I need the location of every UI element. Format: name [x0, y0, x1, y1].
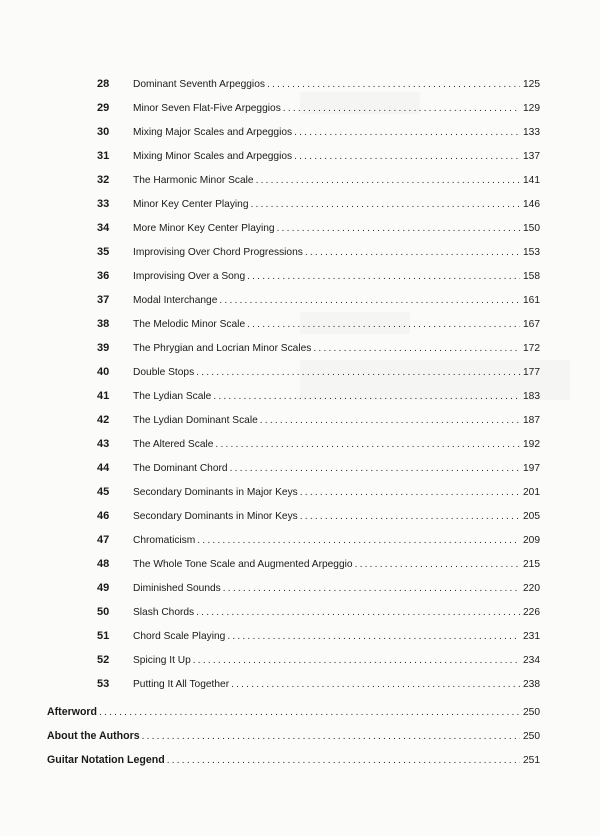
page-number: 226	[523, 607, 540, 618]
chapter-title: The Dominant Chord	[133, 463, 228, 474]
chapter-number: 31	[97, 150, 110, 162]
dot-leader	[283, 103, 520, 114]
toc-entry[interactable]	[95, 678, 540, 696]
dot-leader	[247, 271, 520, 282]
dot-leader	[251, 199, 520, 210]
chapter-title: More Minor Key Center Playing	[133, 223, 275, 234]
chapter-number: 52	[97, 654, 110, 666]
toc-entry[interactable]	[95, 246, 540, 264]
dot-leader	[231, 679, 520, 690]
toc-entry[interactable]	[95, 534, 540, 552]
chapter-number: 28	[97, 78, 110, 90]
chapter-title: Mixing Major Scales and Arpeggios	[133, 127, 293, 138]
toc-entry-afterword[interactable]	[47, 706, 540, 724]
page-number: 183	[523, 391, 540, 402]
dot-leader	[219, 295, 520, 306]
dot-leader	[230, 463, 520, 474]
chapter-title: Improvising Over a Song	[133, 271, 246, 282]
page-number: 215	[523, 559, 540, 570]
section-title: Afterword	[47, 706, 98, 718]
dot-leader	[313, 343, 520, 354]
toc-entry[interactable]	[95, 294, 540, 312]
page-number: 150	[523, 223, 540, 234]
page-number: 158	[523, 271, 540, 282]
chapter-number: 46	[97, 510, 110, 522]
chapter-number: 36	[97, 270, 110, 282]
dot-leader	[213, 391, 520, 402]
page-number: 209	[523, 535, 540, 546]
page-number: 234	[523, 655, 540, 666]
chapter-title: The Whole Tone Scale and Augmented Arpeggio	[133, 559, 353, 570]
dot-leader	[294, 127, 520, 138]
dot-leader	[260, 415, 520, 426]
toc-entry[interactable]	[95, 102, 540, 120]
chapter-number: 48	[97, 558, 110, 570]
page-number: 250	[523, 731, 540, 742]
dot-leader	[300, 511, 520, 522]
dot-leader	[193, 655, 520, 666]
page-number: 137	[523, 151, 540, 162]
dot-leader	[294, 151, 520, 162]
chapter-number: 41	[97, 390, 110, 402]
chapter-number: 50	[97, 606, 110, 618]
dot-leader	[142, 731, 520, 742]
chapter-number: 45	[97, 486, 110, 498]
dot-leader	[99, 707, 520, 718]
page-number: 153	[523, 247, 540, 258]
chapter-title: Slash Chords	[133, 607, 195, 618]
chapter-title: Secondary Dominants in Minor Keys	[133, 511, 298, 522]
toc-entry[interactable]	[95, 486, 540, 504]
chapter-title: Improvising Over Chord Progressions	[133, 247, 303, 258]
page-number: 201	[523, 487, 540, 498]
chapter-title: Mixing Minor Scales and Arpeggios	[133, 151, 293, 162]
chapter-title: The Lydian Dominant Scale	[133, 415, 258, 426]
page-number: 172	[523, 343, 540, 354]
chapter-title: The Harmonic Minor Scale	[133, 175, 254, 186]
dot-leader	[355, 559, 520, 570]
chapter-title: The Phrygian and Locrian Minor Scales	[133, 343, 312, 354]
toc-entry[interactable]	[95, 654, 540, 672]
dot-leader	[223, 583, 520, 594]
chapter-number: 43	[97, 438, 110, 450]
chapter-title: Secondary Dominants in Major Keys	[133, 487, 298, 498]
page-number: 125	[523, 79, 540, 90]
dot-leader	[277, 223, 520, 234]
dot-leader	[247, 319, 520, 330]
toc-entry[interactable]	[95, 630, 540, 648]
chapter-number: 37	[97, 294, 110, 306]
toc-entry[interactable]	[95, 222, 540, 240]
chapter-title: Modal Interchange	[133, 295, 218, 306]
page-number: 251	[523, 755, 540, 766]
toc-entry[interactable]	[95, 78, 540, 96]
chapter-number: 30	[97, 126, 110, 138]
chapter-number: 51	[97, 630, 110, 642]
chapter-number: 40	[97, 366, 110, 378]
toc-entry[interactable]	[95, 174, 540, 192]
toc-entry-about-the-authors[interactable]	[47, 730, 540, 748]
dot-leader	[215, 439, 520, 450]
toc-entry[interactable]	[95, 198, 540, 216]
toc-entry[interactable]	[95, 390, 540, 408]
chapter-number: 47	[97, 534, 110, 546]
chapter-number: 29	[97, 102, 110, 114]
page-number: 220	[523, 583, 540, 594]
chapter-number: 33	[97, 198, 110, 210]
toc-entry-guitar-notation-legend[interactable]	[47, 754, 540, 772]
chapter-title: The Altered Scale	[133, 439, 214, 450]
chapter-number: 38	[97, 318, 110, 330]
chapter-title: Double Stops	[133, 367, 195, 378]
section-title: Guitar Notation Legend	[47, 754, 165, 766]
toc-entry[interactable]	[95, 366, 540, 384]
page-number: 177	[523, 367, 540, 378]
chapter-number: 53	[97, 678, 110, 690]
page-number: 205	[523, 511, 540, 522]
chapter-title: Chromaticism	[133, 535, 196, 546]
page-number: 129	[523, 103, 540, 114]
chapter-title: The Lydian Scale	[133, 391, 212, 402]
chapter-number: 42	[97, 414, 110, 426]
dot-leader	[227, 631, 520, 642]
toc-entry[interactable]	[95, 462, 540, 480]
toc-entry[interactable]	[95, 270, 540, 288]
chapter-title: Diminished Sounds	[133, 583, 221, 594]
chapter-title: Dominant Seventh Arpeggios	[133, 79, 265, 90]
dot-leader	[196, 607, 520, 618]
chapter-title: The Melodic Minor Scale	[133, 319, 246, 330]
toc-entry[interactable]	[95, 438, 540, 456]
toc-entry[interactable]	[95, 582, 540, 600]
chapter-number: 44	[97, 462, 110, 474]
page-number: 141	[523, 175, 540, 186]
page-number: 192	[523, 439, 540, 450]
dot-leader	[267, 79, 520, 90]
page-number: 231	[523, 631, 540, 642]
toc-entry[interactable]	[95, 342, 540, 360]
chapter-title: Spicing It Up	[133, 655, 191, 666]
dot-leader	[256, 175, 520, 186]
dot-leader	[167, 755, 520, 766]
page-number: 161	[523, 295, 540, 306]
page-number: 133	[523, 127, 540, 138]
section-title: About the Authors	[47, 730, 140, 742]
dot-leader	[305, 247, 520, 258]
page-number: 250	[523, 707, 540, 718]
chapter-number: 39	[97, 342, 110, 354]
chapter-number: 49	[97, 582, 110, 594]
toc-entry[interactable]	[95, 126, 540, 144]
chapter-title: Putting It All Together	[133, 679, 230, 690]
page-number: 146	[523, 199, 540, 210]
toc-entry[interactable]	[95, 606, 540, 624]
chapter-number: 35	[97, 246, 110, 258]
chapter-title: Chord Scale Playing	[133, 631, 226, 642]
dot-leader	[197, 535, 520, 546]
chapter-title: Minor Seven Flat-Five Arpeggios	[133, 103, 281, 114]
toc-entry[interactable]	[95, 318, 540, 336]
toc-entry[interactable]	[95, 414, 540, 432]
page-number: 238	[523, 679, 540, 690]
toc-entry[interactable]	[95, 150, 540, 168]
page-number: 187	[523, 415, 540, 426]
chapter-title: Minor Key Center Playing	[133, 199, 249, 210]
toc-entry[interactable]	[95, 510, 540, 528]
dot-leader	[300, 487, 520, 498]
page-number: 167	[523, 319, 540, 330]
dot-leader	[196, 367, 520, 378]
page-number: 197	[523, 463, 540, 474]
toc-entry[interactable]	[95, 558, 540, 576]
chapter-number: 32	[97, 174, 110, 186]
chapter-number: 34	[97, 222, 110, 234]
